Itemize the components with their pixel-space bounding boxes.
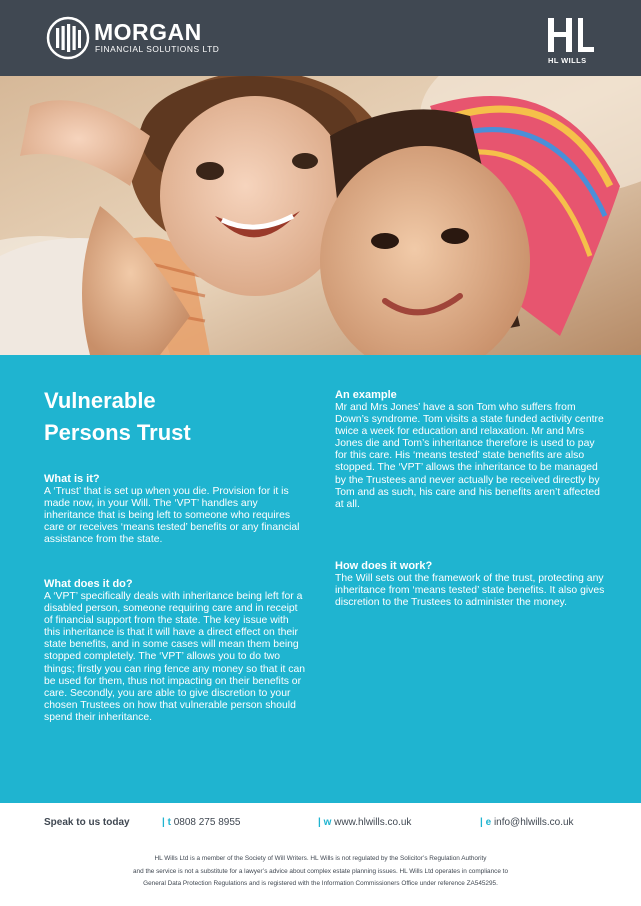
morgan-logo[interactable] [46, 16, 246, 62]
section-heading: An example [335, 389, 397, 401]
email-contact[interactable] [480, 817, 574, 829]
contact-cta: Speak to us today [44, 817, 130, 828]
separator: | [480, 817, 483, 828]
section-heading: What does it do? [44, 578, 133, 590]
partner-name: HL WILLS [548, 56, 587, 65]
section-example [335, 389, 605, 511]
legal-line: General Data Protection Regulations and is registered with the Information Commissioners Office under reference ZA545295. [143, 880, 498, 887]
legal-disclaimer [60, 853, 581, 891]
section-body: The Will sets out the framework of the trust, protecting any inheritance from ‘means tested’ state benefits. It also gives discretion to the Trustees to administer the money. [335, 573, 605, 609]
contact-bar [0, 803, 641, 837]
section-how-does-it-work [335, 560, 605, 609]
web-icon: w [323, 817, 332, 828]
email-icon: e [485, 817, 492, 828]
company-name: MORGAN [94, 19, 202, 45]
legal-line: and the service is not a substitute for a lawyer’s advice about complex estate planning issues. HL Wills Ltd operates in compliance to [133, 867, 508, 875]
content-panel [0, 355, 641, 803]
separator: | [318, 817, 321, 828]
company-subtitle: FINANCIAL SOLUTIONS LTD [95, 44, 220, 54]
section-body: A ‘VPT’ specifically deals with inheritance being left for a disabled person, someone requiring care and in receipt of financial support from the state. The key issue with this inheritance is that it will have a direct effect on their state benefits, and in some cases will mean them being stopped completely. The ‘VPT’ allows you to do two things; firstly you can ring fence any money so that it can be used for them, thus not impacting on their benefits or care. Secondly, you are able to give discretion to your chosen Trustees on how that vulnerable person should spend their inheritance. [44, 591, 306, 723]
section-heading: How does it work? [335, 560, 433, 572]
web-contact[interactable] [318, 817, 411, 829]
header-bar [0, 0, 641, 76]
title-line-1: Vulnerable [44, 388, 156, 413]
section-heading: What is it? [44, 473, 100, 485]
section-body: A ‘Trust’ that is set up when you die. Provision for it is made now, in your Will. The ‘VPT’ handles any inheritance that is being left to someone who requires care or receives ‘means tested’ benefits or any financial assistance from the state. [44, 486, 300, 546]
morgan-pillars-icon [46, 16, 90, 60]
section-what-does-it-do [44, 578, 306, 724]
phone-number[interactable]: 0808 275 8955 [173, 817, 241, 828]
page-title [44, 385, 314, 449]
website-link[interactable]: www.hlwills.co.uk [334, 817, 412, 828]
hl-wills-logo[interactable] [546, 16, 596, 66]
email-link[interactable]: info@hlwills.co.uk [493, 817, 574, 828]
hl-monogram-icon [546, 16, 596, 54]
title-line-2: Persons Trust [44, 420, 191, 445]
section-what-is-it [44, 473, 306, 546]
phone-icon: t [167, 817, 171, 828]
phone-contact[interactable] [162, 817, 240, 829]
legal-line: HL Wills Ltd is a member of the Society of Will Writers. HL Wills is not regulated by the Solicitor’s Regulation Authority [154, 855, 487, 862]
photo-mother-and-child-icon [0, 76, 641, 355]
separator: | [162, 817, 165, 828]
hero-photo [0, 76, 641, 355]
section-body: Mr and Mrs Jones’ have a son Tom who suffers from Down’s syndrome. Tom visits a state funded activity centre twice a week for education and relaxation. Mr and Mrs Jones die and Tom’s inheritance therefore is used to pay for this care. His ‘means tested’ state benefits are also stopped. The ‘VPT’ allows the inheritance to be managed by the Trustees and never actually be received directly by Tom and as such, his care and his benefits aren’t affected at all. [335, 402, 604, 510]
